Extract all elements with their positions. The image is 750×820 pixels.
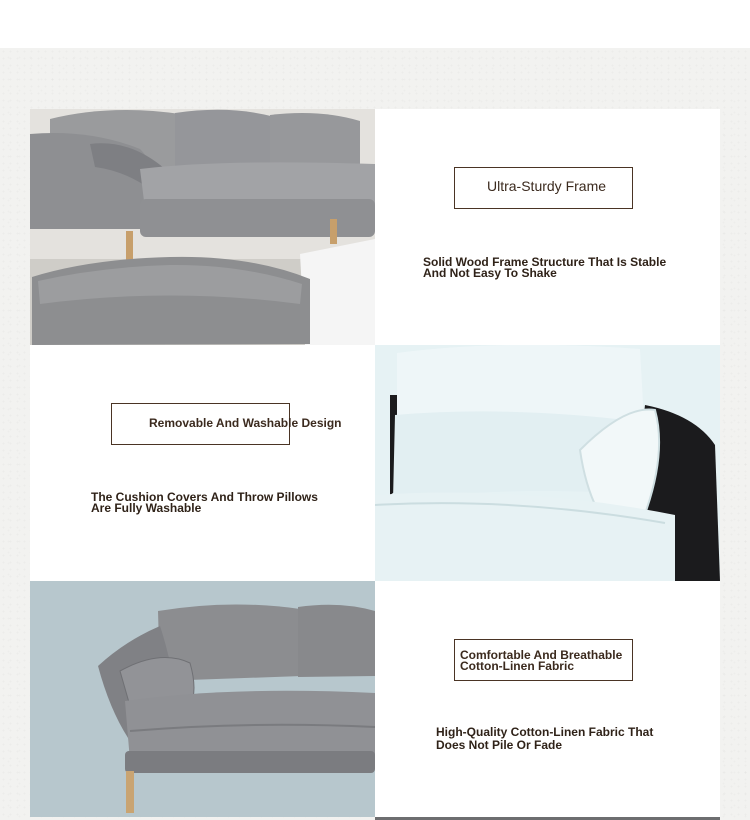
feature-title: Removable And Washable Design	[149, 416, 342, 430]
feature-title	[460, 650, 622, 672]
feature-breathable-fabric	[375, 581, 720, 817]
description-line: The Cushion Covers And Throw Pillows	[91, 490, 318, 504]
description-line: And Not Easy To Shake	[423, 266, 557, 280]
description-line: Does Not Pile Or Fade	[436, 738, 563, 752]
cushion-illustration	[375, 345, 720, 581]
title-line: Cotton-Linen Fabric	[460, 659, 574, 673]
top-band	[0, 0, 750, 48]
description-line: Solid Wood Frame Structure That Is Stable	[423, 255, 667, 269]
title-line: Comfortable And Breathable	[460, 648, 623, 662]
description-line: Are Fully Washable	[91, 501, 202, 515]
sofa-ottoman-illustration	[30, 109, 375, 345]
feature-description	[436, 726, 653, 752]
feature-description	[423, 257, 666, 279]
gray-sofa-illustration	[30, 581, 375, 817]
feature-description	[91, 492, 318, 514]
feature-sturdy-frame	[375, 109, 720, 345]
photo-gray-sofa	[30, 581, 375, 817]
description-line: High-Quality Cotton-Linen Fabric That	[436, 725, 654, 739]
photo-sofa-ottoman	[30, 109, 375, 345]
feature-title: Ultra-Sturdy Frame	[487, 178, 607, 194]
photo-cushions	[375, 345, 720, 581]
feature-washable-design	[30, 345, 375, 581]
